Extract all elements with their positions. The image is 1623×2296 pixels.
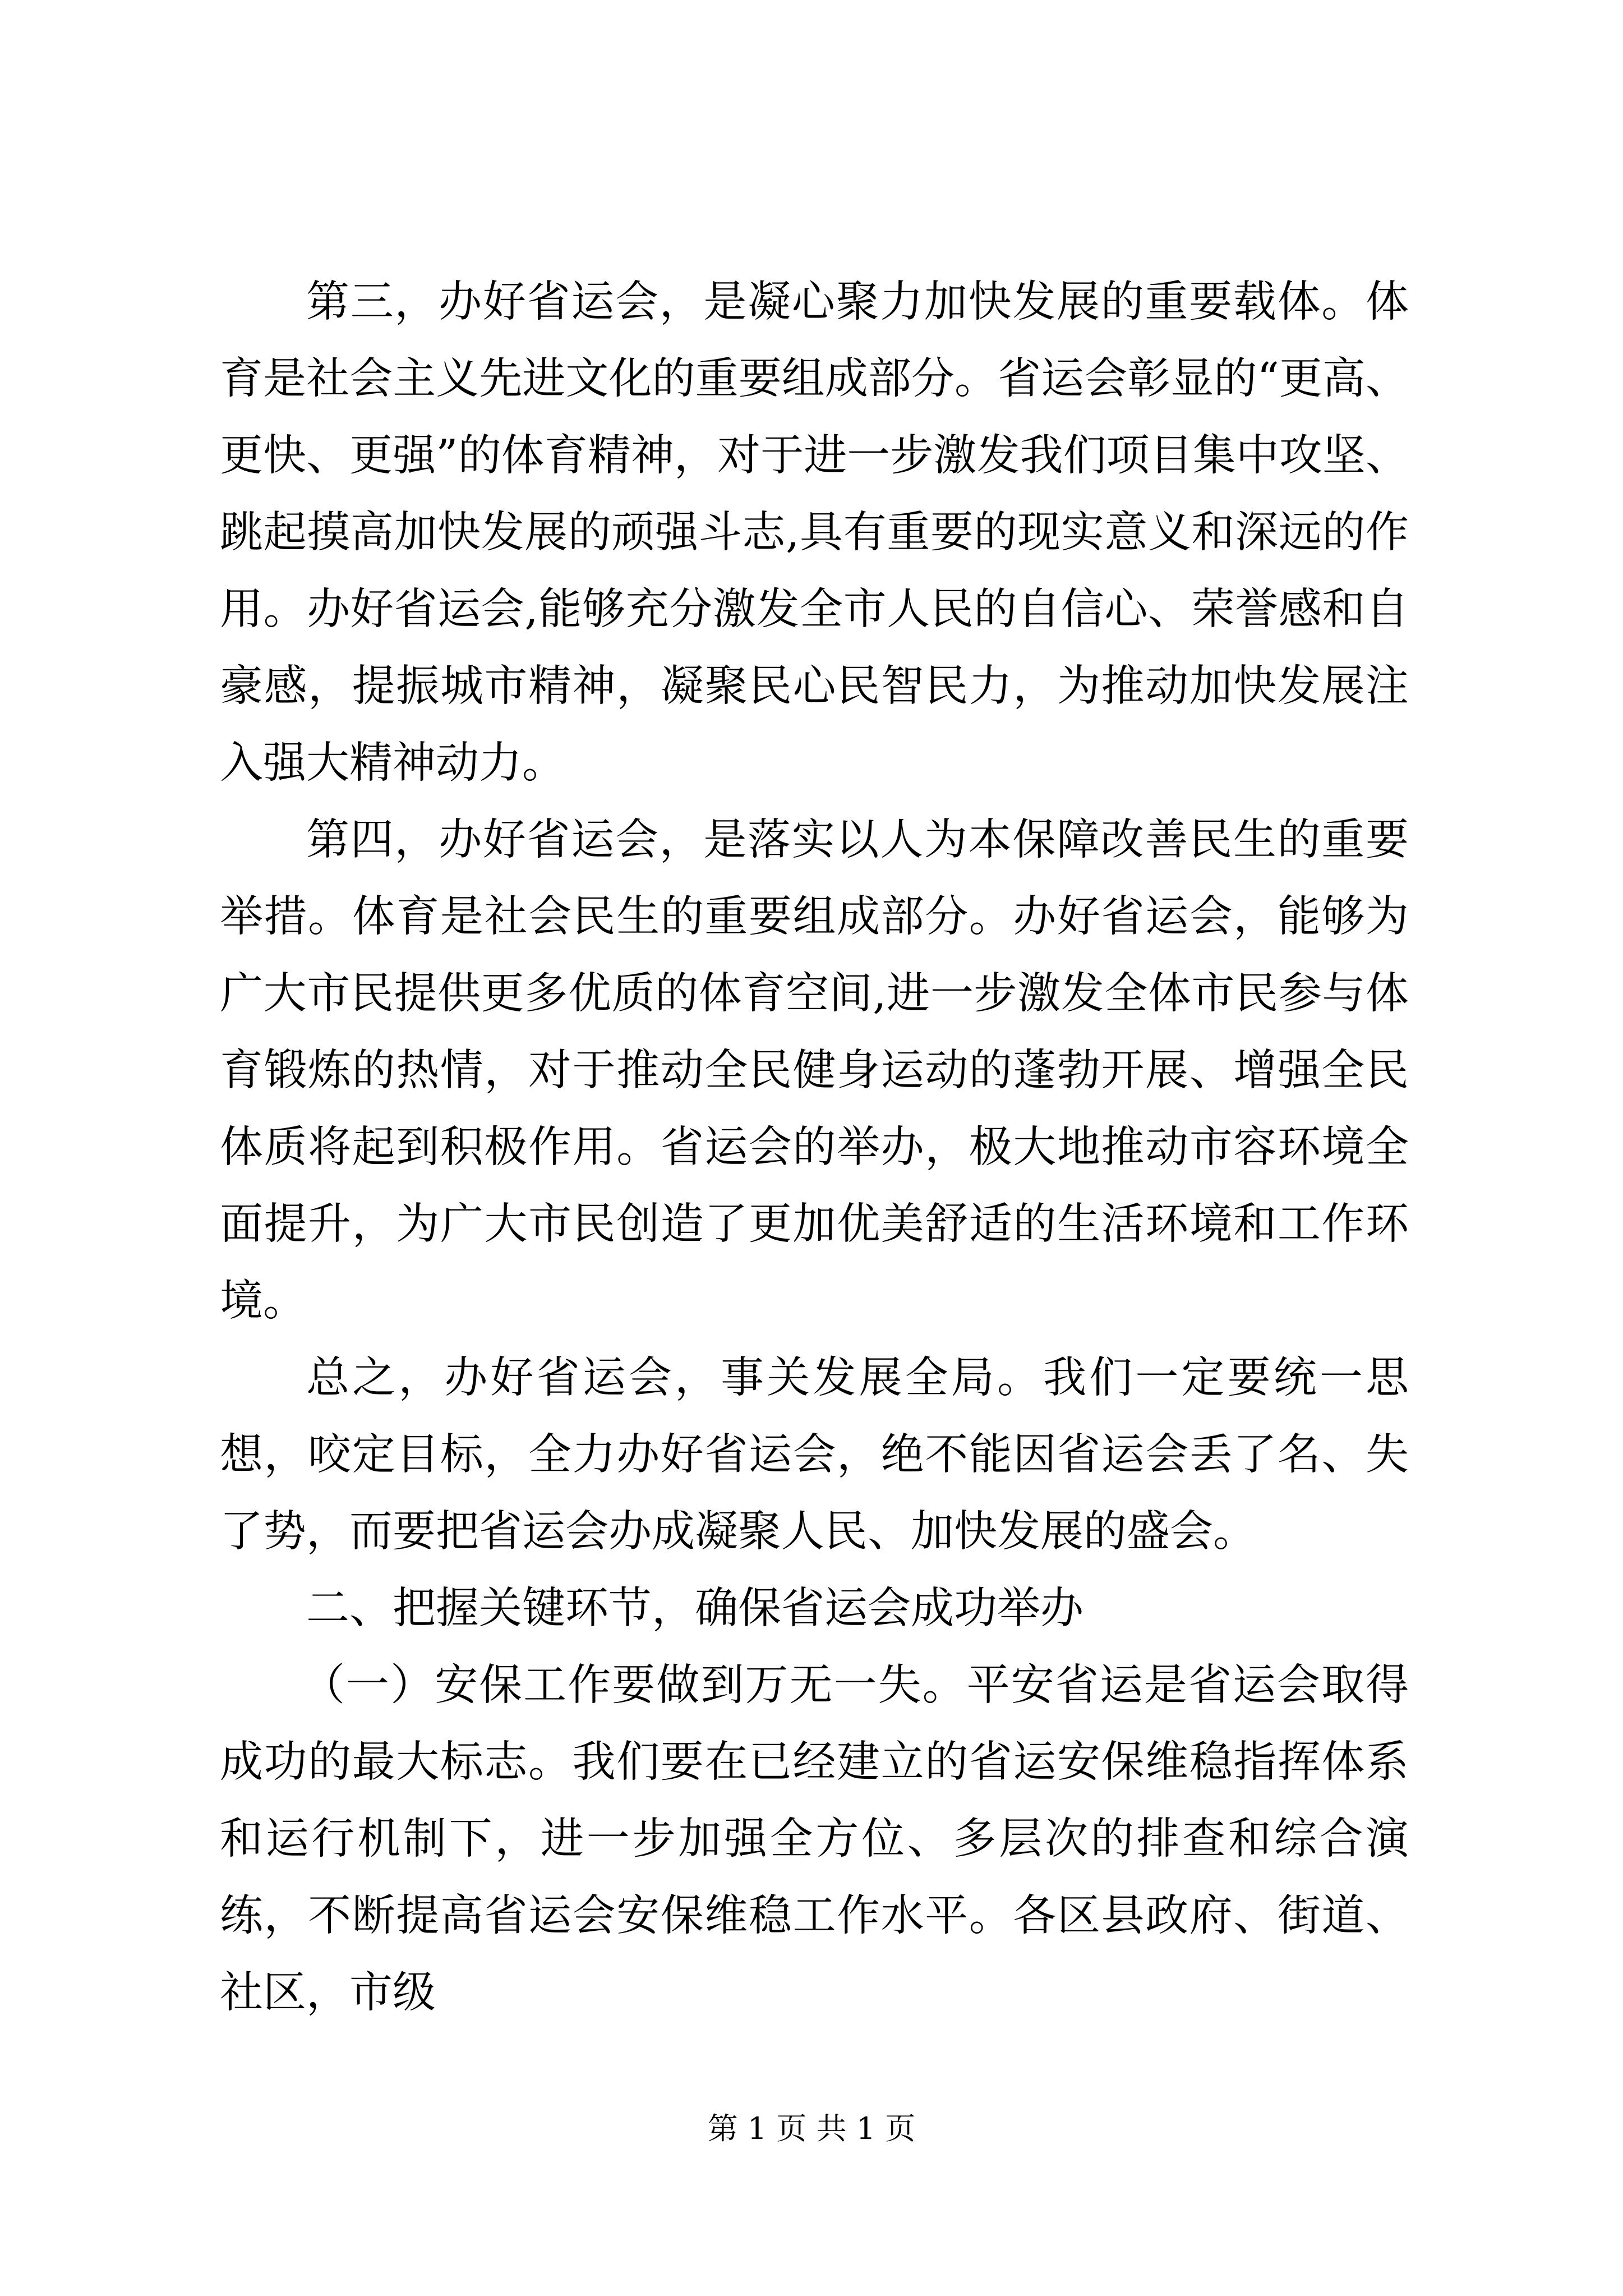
section-heading: 二、把握关键环节，确保省运会成功举办 bbox=[306, 1584, 1083, 1634]
paragraph-third: 第三，办好省运会，是凝心聚力加快发展的重要载体。体育是社会主义先进文化的重要组成部分。省运会彰显的“更高、更快、更强”的体育精神，对于进一步激发我们项目集中攻坚、跳起摸高加快发展的顽强斗志,具有重要的现实意义和深远的作用。办好省运会,能够充分激发全市人民的自信心、荣誉感和自豪感，提振城市精神，凝聚民心民智民力，为推动加快发展注入强大精神动力。 bbox=[220, 277, 1409, 788]
paragraph-fourth: 第四，办好省运会，是落实以人为本保障改善民生的重要举措。体育是社会民生的重要组成部分。办好省运会，能够为广大市民提供更多优质的体育空间,进一步激发全体市民参与体育锻炼的热情，对于推动全民健身运动的蓬勃开展、增强全民体质将起到积极作用。省运会的举办，极大地推动市容环境全面提升，为广大市民创造了更加优美舒适的生活环境和工作环境。 bbox=[220, 815, 1409, 1326]
paragraph-security: （一）安保工作要做到万无一失。平安省运是省运会取得成功的最大标志。我们要在已经建立的省运安保维稳指挥体系和运行机制下，进一步加强全方位、多层次的排查和综合演练，不断提高省运会安保维稳工作水平。各区县政府、街道、社区，市级 bbox=[220, 1660, 1409, 2018]
page-footer bbox=[0, 2109, 1623, 2148]
paragraph-summary: 总之，办好省运会，事关发展全局。我们一定要统一思想，咬定目标，全力办好省运会，绝不能因省运会丢了名、失了势，而要把省运会办成凝聚人民、加快发展的盛会。 bbox=[220, 1353, 1409, 1557]
page-number-label: 第 1 页 共 1 页 bbox=[707, 2111, 916, 2146]
document-body bbox=[220, 264, 1409, 2031]
